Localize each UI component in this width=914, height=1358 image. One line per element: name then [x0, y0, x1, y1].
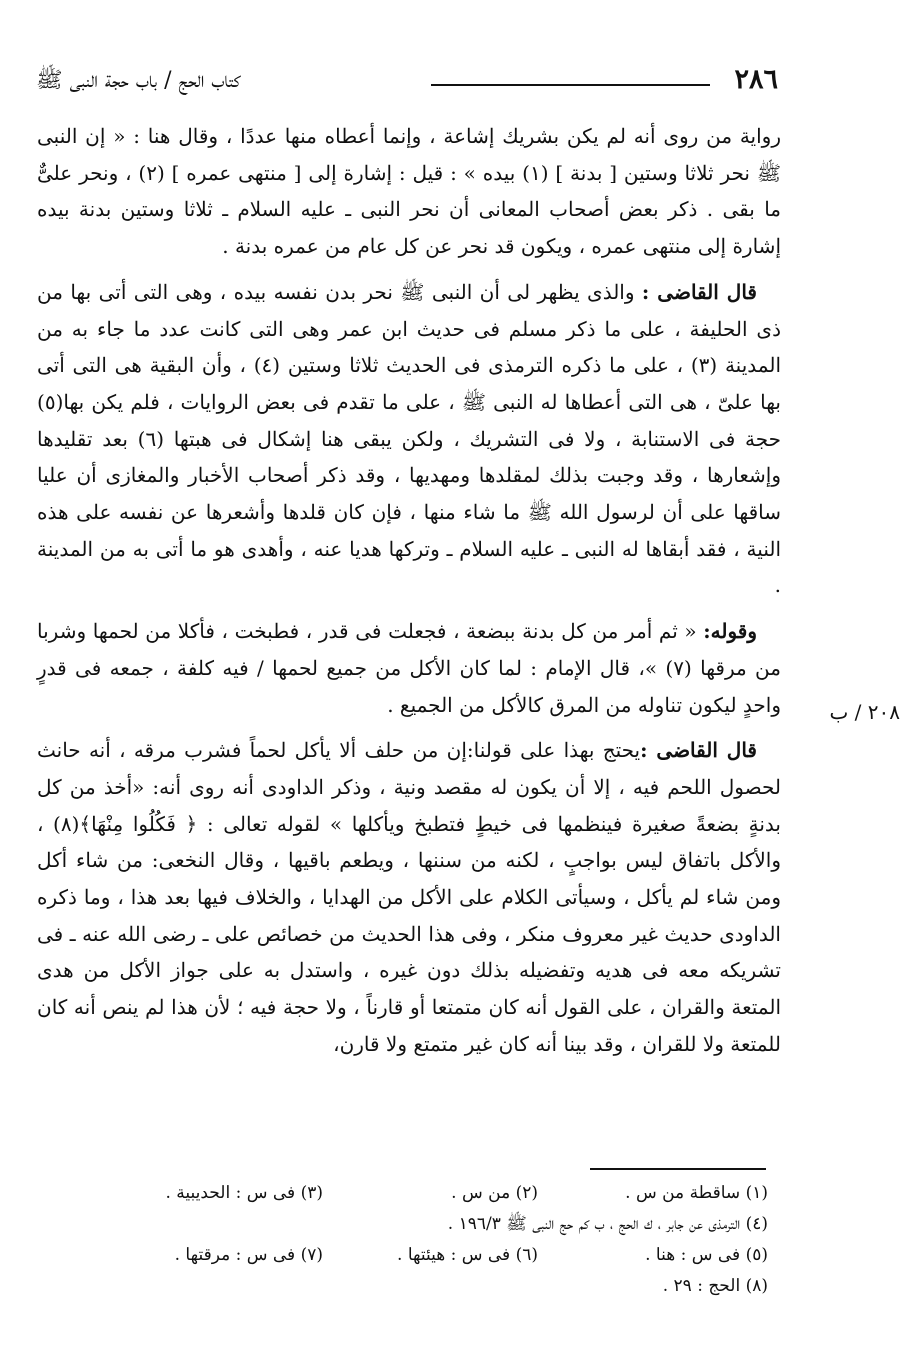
footnote: (٨) الحج : ٢٩ .	[662, 1276, 768, 1296]
footnote-row	[100, 1209, 768, 1240]
header-rule	[431, 84, 710, 86]
footnote: (٥) فى س : هنا .	[645, 1245, 768, 1265]
chapter-title: كتاب الحج / باب حجة النبى ﷺ	[36, 68, 241, 93]
manuscript-folio-note: ٢٠٨ / ب	[829, 700, 900, 724]
running-header	[36, 60, 778, 104]
footnote: (٦) فى س : هيئتها .	[397, 1245, 538, 1265]
footnote-row	[100, 1271, 768, 1302]
paragraph	[37, 118, 781, 265]
page-number: ٢٨٦	[734, 64, 778, 95]
footnote: (٢) من س .	[451, 1183, 538, 1203]
footnote-row	[100, 1178, 768, 1209]
paragraph-lead: وقوله:	[703, 619, 758, 644]
footnote: (٧) فى س : مرقتها .	[174, 1245, 323, 1265]
footnote-rule	[590, 1168, 766, 1170]
footnote-row	[100, 1240, 768, 1271]
paragraph-text: « ثم أمر من كل بدنة ببضعة ، فجعلت فى قدر ، فطبخت ، فأكلا من لحمها وشربا من مرقها (٧) »، قال الإمام : لما كان الأكل من جميع لحمها / فيه كلفة ، جمعه فى قدرٍ واحدٍ ليكون تناوله من المرق كالأكل من الجميع .	[37, 619, 781, 717]
footnote: (٤) الترمذى عن جابر ، ك الحج ، ب كم حج النبى ﷺ ١٩٦/٣ .	[447, 1214, 768, 1234]
paragraph	[37, 732, 781, 1062]
paragraph-text: والذى يظهر لى أن النبى ﷺ نحر بدن نفسه بيده ، وهى التى أتى بها من ذى الحليفة ، على ما ذكر مسلم فى حديث ابن عمر وهى التى كانت عدد ما جاء به من المدينة (٣) ، على ما ذكره الترمذى فى الحديث ثلاثا وستين (٤) ، وأن البقية هى التى أتى بها علىّ ، هى التى أعطاها له النبى ﷺ ، على ما تقدم فى بعض الروايات ، فلم يكن بها(٥) حجة فى الاستنابة ، ولا فى التشريك ، ولكن يبقى هنا إشكال فى هبتها (٦) بعد تقليدها وإشعارها ، وقد وجبت بذلك لمقلدها ومهديها ، وقد ذكر أصحاب الأخبار والمغازى أن عليا ساقها على أن لرسول الله ﷺ ما شاء منها ، فإن كان قلدها وأشعرها عن نفسه على هذه النية ، فقد أبقاها له النبى ـ عليه السلام ـ وتركها هديا عنه ، وأهدى هو ما أتى به من المدينة .	[37, 279, 782, 598]
footnotes	[100, 1178, 768, 1302]
paragraph-lead: قال القاضى :	[640, 738, 757, 763]
footnote: (٣) فى س : الحديبية .	[165, 1183, 323, 1203]
paragraph-text: يحتج بهذا على قولنا:إن من حلف ألا يأكل لحماً فشرب مرقه ، أنه حانث لحصول اللحم فيه ، إلا أن يكون له مقصد ونية ، وذكر الداودى أنه روى أنه: «أخذ من كل بدنةٍ بضعةً صغيرة فينظمها فى خيطٍ فتطبخ ويأكلها » لقوله تعالى : ﴿ فَكُلُوا مِنْهَا﴾(٨) ، والأكل باتفاق ليس بواجبٍ ، لكنه من سننها ، ويطعم باقيها ، وقال النخعى: من شاء أكل ومن شاء لم يأكل ، وسيأتى الكلام على الأكل من الهدايا ، والخلاف فيها بعد هذا ، وما ذكره الداودى حديث غير معروف منكر ، وفى هذا الحديث من خصائص على ـ رضى الله عنه ـ فى تشريكه معه فى هديه وتفضيله بذلك دون غيره ، واستدل به على جواز الأكل من هدى المتعة والقران ، على القول أنه كان متمتعا أو قارناً ، ولا حجة فيه ؛ لأن هذا لم ينص أنه كان للمتعة ولا للقران ، وقد بينا أنه كان غير متمتع ولا قارن،	[37, 738, 782, 1056]
paragraph	[37, 613, 781, 723]
paragraph-text: رواية من روى أنه لم يكن بشريك إشاعة ، وإنما أعطاه منها عددًا ، وقال هنا : « إن النبى ﷺ نحر ثلاثا وستين [ بدنة ] (١) بيده » : قيل : إشارة إلى [ منتهى عمره ] (٢) ، ونحر علىٌّ ما بقى . ذكر بعض أصحاب المعانى أن نحر النبى ـ عليه السلام ـ ثلاثا وستين بدنة بيده إشارة إلى منتهى عمره ، ويكون قد نحر عن كل عام من عمره بدنة .	[37, 124, 782, 259]
footnote: (١) ساقطة من س .	[625, 1183, 768, 1203]
main-text	[37, 118, 781, 1072]
paragraph-lead: قال القاضى :	[641, 279, 757, 304]
paragraph	[37, 274, 781, 604]
